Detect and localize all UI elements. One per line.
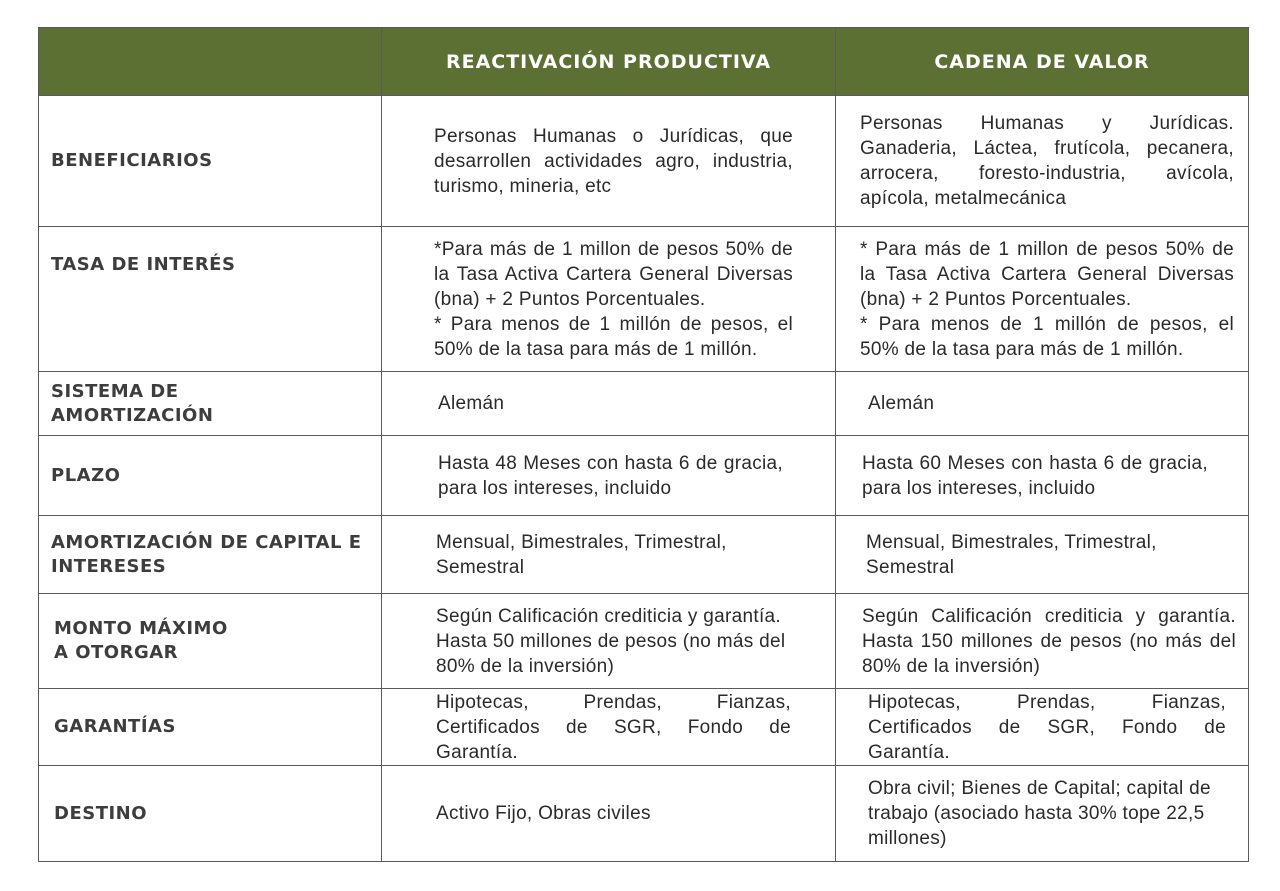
row-beneficiarios: [39, 96, 1249, 227]
row-label: BENEFICIARIOS: [39, 96, 382, 227]
reactivacion-value: Personas Humanas o Jurídicas, que desarrollen actividades agro, industria, turismo, mineria, etc: [434, 125, 793, 197]
row-label: SISTEMA DE AMORTIZACIÓN: [39, 372, 382, 436]
row-label: GARANTÍAS: [39, 689, 382, 766]
header-reactivacion-productiva: REACTIVACIÓN PRODUCTIVA: [382, 28, 836, 96]
cadena-value: * Para más de 1 millon de pesos 50% de la Tasa Activa Cartera General Diversas (bna) + 2 Puntos Porcentuales. * Para menos de 1 millón de pesos, el 50% de la tasa para más de 1 millón.: [860, 238, 1234, 360]
row-destino: [39, 766, 1249, 862]
header-row: [39, 28, 1249, 96]
header-cadena-de-valor: CADENA DE VALOR: [836, 28, 1249, 96]
header-corner-cell: [39, 28, 382, 96]
reactivacion-value: Según Calificación crediticia y garantía. Hasta 50 millones de pesos (no más del 80% de la inversión): [436, 605, 786, 677]
reactivacion-value: Activo Fijo, Obras civiles: [436, 803, 651, 824]
reactivacion-value: Hipotecas, Prendas, Fianzas, Certificados de SGR, Fondo de Garantía.: [436, 691, 791, 763]
row-amortizacion-capital-intereses: [39, 516, 1249, 594]
row-label: DESTINO: [39, 766, 382, 862]
cadena-value: Según Calificación crediticia y garantía. Hasta 150 millones de pesos (no más del 80% de la inversión): [862, 605, 1236, 677]
row-tasa-de-interes: [39, 227, 1249, 372]
row-label: MONTO MÁXIMO A OTORGAR: [39, 594, 382, 689]
row-label: TASA DE INTERÉS: [39, 227, 382, 372]
reactivacion-value: Mensual, Bimestrales, Trimestral, Semestral: [436, 531, 727, 578]
row-label: PLAZO: [39, 436, 382, 516]
row-garantias: [39, 689, 1249, 766]
cadena-value: Hipotecas, Prendas, Fianzas, Certificados de SGR, Fondo de Garantía.: [868, 691, 1226, 763]
credit-lines-comparison-table: [38, 27, 1249, 862]
reactivacion-value: Alemán: [438, 393, 505, 414]
cadena-value: Mensual, Bimestrales, Trimestral, Semestral: [866, 531, 1157, 578]
reactivacion-value: Hasta 48 Meses con hasta 6 de gracia, para los intereses, incluido: [438, 452, 783, 499]
row-label: AMORTIZACIÓN DE CAPITAL E INTERESES: [39, 516, 382, 594]
reactivacion-value: *Para más de 1 millon de pesos 50% de la Tasa Activa Cartera General Diversas (bna) + 2 Puntos Porcentuales. * Para menos de 1 millón de pesos, el 50% de la tasa para más de 1 millón.: [434, 238, 793, 360]
cadena-value: Hasta 60 Meses con hasta 6 de gracia, para los intereses, incluido: [862, 452, 1208, 499]
cadena-value: Obra civil; Bienes de Capital; capital de trabajo (asociado hasta 30% tope 22,5 millones): [868, 778, 1211, 849]
row-sistema-de-amortizacion: [39, 372, 1249, 436]
row-monto-maximo: [39, 594, 1249, 689]
row-plazo: [39, 436, 1249, 516]
cadena-value: Alemán: [868, 393, 935, 414]
cadena-value: Personas Humanas y Jurídicas. Ganaderia, Láctea, frutícola, pecanera, arrocera, foresto-industria, avícola, apícola, metalmecánica: [860, 113, 1234, 209]
